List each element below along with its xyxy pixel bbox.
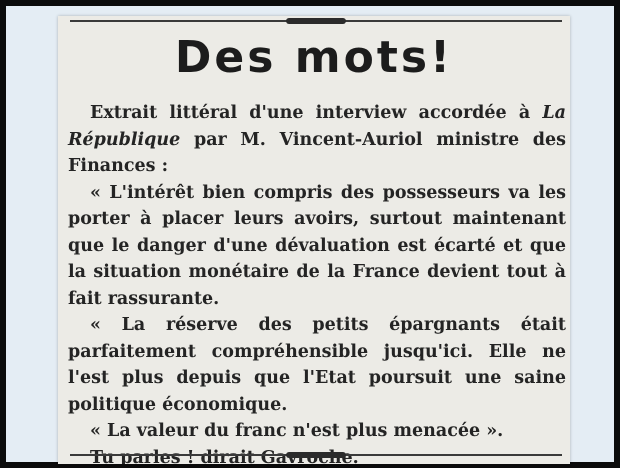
top-rule	[70, 20, 562, 22]
bottom-rule	[70, 454, 562, 456]
source-name: La République	[68, 103, 566, 150]
top-rule-ornament	[286, 18, 346, 24]
quote-paragraph-3: « La valeur du franc n'est plus menacée ».	[90, 421, 504, 441]
newspaper-clipping	[58, 16, 570, 464]
intro-text-2: par M. Vincent-Auriol ministre des Finances :	[68, 129, 566, 176]
intro-paragraph	[68, 100, 566, 180]
article-body	[68, 100, 566, 464]
quote-paragraph-1: « L'intérêt bien compris des possesseurs va les porter à placer leurs avoirs, surtout maintenant que le danger d'une dévaluation est écarté et que la situation monétaire de la France devient tout à fait rassurante.	[68, 182, 566, 309]
bottom-rule-ornament	[286, 452, 346, 458]
quote-paragraph-2: « La réserve des petits épargnants était parfaitement compréhensible jusqu'ici. Elle ne l'est plus depuis que l'Etat poursuit une saine politique économique.	[68, 315, 566, 415]
headline: Des mots!	[174, 32, 454, 83]
intro-text-1: Extrait littéral d'une interview accordée à	[90, 103, 543, 123]
